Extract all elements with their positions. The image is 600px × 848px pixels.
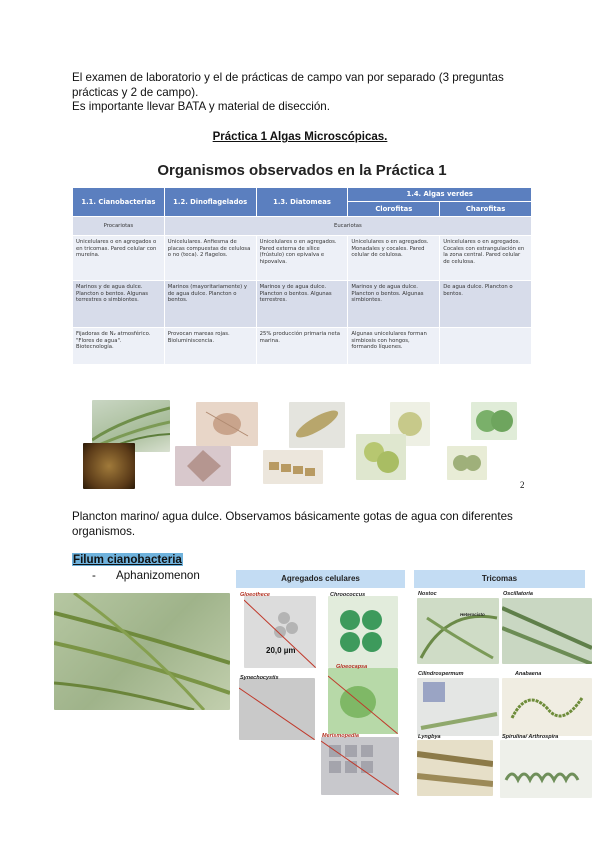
tricomas-panel-header: Tricomas — [414, 570, 585, 588]
bullet-dash: - — [92, 569, 96, 582]
bullet-text: Aphanizomenon — [116, 569, 200, 582]
label-anabaena: Anabaena — [515, 671, 542, 677]
label-heterocisto: Heterocisto — [460, 612, 485, 617]
anabaena-photo — [502, 678, 592, 736]
table-cell: De agua dulce. Plancton o bentos. — [440, 281, 532, 328]
label-spirulina: Spirulina/ Arthrospira — [502, 734, 559, 740]
cell-procariotas: Procariotas — [73, 217, 165, 236]
section-heading: Práctica 1 Algas Microscópicas. — [212, 131, 388, 143]
agregados-panel-header: Agregados celulares — [236, 570, 405, 588]
slide-title: Organismos observados en la Práctica 1 — [157, 162, 447, 179]
header-algas-verdes: 1.4. Algas verdes — [348, 188, 532, 202]
table-cell: Unicelulares o en agregados. Cocales con estrangulación en la zona central. Pared celular de celulosa. — [440, 236, 532, 281]
table-cell: Marinos y de agua dulce. Plancton o bentos. Algunas simbiontes. — [348, 281, 440, 328]
diatom-chain-photo — [263, 450, 323, 484]
table-cell: Unicelulares. Anfiesma de placas compuestas de celulosa o no (teca). 2 flagelos. — [164, 236, 256, 281]
table-cell: Unicelulares o en agregados o en tricomas. Pared celular con mureína. — [73, 236, 165, 281]
synechocystis-photo — [239, 678, 315, 740]
header-clorofitas: Clorofitas — [348, 202, 440, 217]
intro-line-1: El examen de laboratorio y el de prácticas de campo van por separado (3 preguntas prácticas y 2 de campo). — [72, 71, 504, 99]
filum-heading: Filum cianobacteria — [73, 553, 182, 566]
organisms-table — [72, 187, 532, 365]
dinoflagellate-photo — [196, 402, 258, 446]
bullet-item — [92, 569, 200, 582]
table-cell: Unicelulares o en agregados. Monadales y cocales. Pared celular de celulosa. — [348, 236, 440, 281]
diatom-photo — [289, 402, 345, 448]
table-cell: Provocan mareas rojas. Bioluminiscencia. — [164, 328, 256, 365]
lyngbya-photo — [417, 740, 493, 796]
aphanizomenon-photo — [54, 593, 230, 710]
nostoc-photo — [417, 598, 499, 664]
charofita-photo-2 — [447, 446, 487, 480]
label-nostoc: Nostoc — [418, 591, 437, 597]
label-gloeothece: Gloeothece — [240, 592, 270, 598]
table-cell: 25% producción primaria neta marina. — [256, 328, 348, 365]
header-dinoflagelados: 1.2. Dinoflagelados — [164, 188, 256, 217]
table-cell: Marinos y de agua dulce. Plancton o bentos. Algunas terrestres o simbiontes. — [73, 281, 165, 328]
intro-text — [72, 71, 542, 115]
chroococcus-photo — [328, 596, 398, 668]
intro-line-2: Es importante llevar BATA y material de disección. — [72, 100, 330, 113]
label-chroococcus: Chroococcus — [330, 592, 366, 598]
merismopedia-photo — [321, 737, 399, 795]
scale-bar-label: 20,0 µm — [266, 646, 296, 655]
colony-photo — [83, 443, 135, 489]
table-cell: Marinos y de agua dulce. Plancton o bentos. Algunas terrestres. — [256, 281, 348, 328]
table-cell: Marinos (mayoritariamente) y de agua dulce. Plancton o bentos. — [164, 281, 256, 328]
body-text: Plancton marino/ agua dulce. Observamos básicamente gotas de agua con diferentes organismos. — [72, 510, 513, 538]
label-cilindrospermum: Cilindrospermum — [418, 671, 464, 677]
table-cell — [440, 328, 532, 365]
charofita-photo — [471, 402, 517, 440]
header-charofitas: Charofitas — [440, 202, 532, 217]
oscillatoria-photo — [502, 598, 592, 664]
label-merismopedia: Merismopedia — [322, 733, 359, 739]
label-oscillatoria: Oscillatoria — [503, 591, 533, 597]
header-diatomeas: 1.3. Diatomeas — [256, 188, 348, 217]
clorofita-colony-photo — [356, 434, 406, 480]
spirulina-photo — [500, 740, 592, 798]
dinoflagellate-photo-2 — [175, 446, 231, 486]
label-synechocystis: Synechocystis — [240, 675, 279, 681]
table-cell: Algunas unicelulares forman simbiosis con hongos, formando líquenes. — [348, 328, 440, 365]
table-cell: Unicelulares o en agregados. Pared externa de sílice (frústulo) con epivalva e hipovalva. — [256, 236, 348, 281]
label-gloeocapsa: Gloeocapsa — [336, 664, 368, 670]
gloeocapsa-photo — [328, 668, 398, 734]
label-lyngbya: Lyngbya — [418, 734, 441, 740]
cilindrospermum-photo — [417, 678, 499, 736]
cell-eucariotas: Eucariotas — [164, 217, 531, 236]
header-cianobacterias: 1.1. Cianobacterias — [73, 188, 165, 217]
slide-page-number: 2 — [520, 480, 525, 490]
table-cell: Fijadoras de N₂ atmosférico. "Flores de agua". Biotecnología. — [73, 328, 165, 365]
gloeothece-photo — [244, 596, 316, 668]
